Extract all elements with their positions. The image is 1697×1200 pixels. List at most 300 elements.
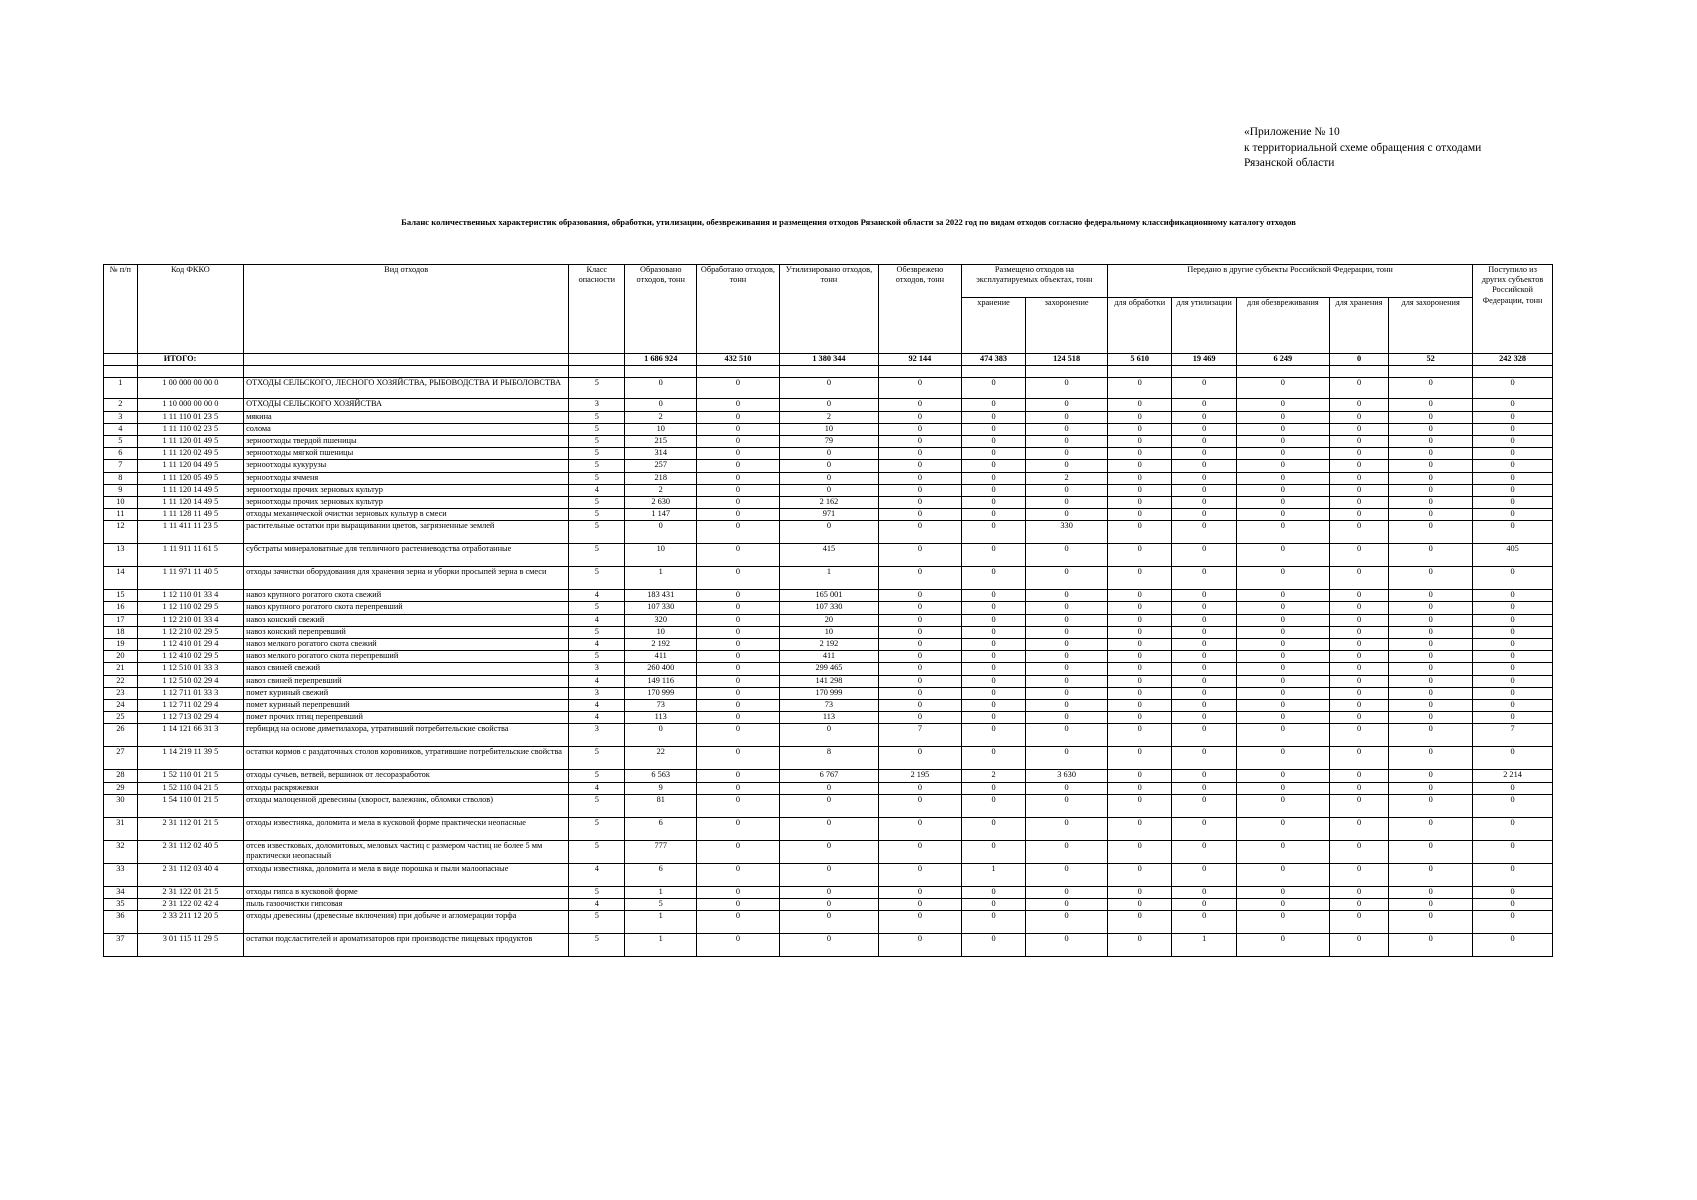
tr-storage-value: 0 [1329, 567, 1388, 590]
waste-kind: зерноотходы кукурузы [244, 460, 569, 472]
table-row [104, 602, 1553, 614]
processed-value: 0 [697, 472, 780, 484]
neutralized-value: 0 [879, 496, 962, 508]
processed-value: 0 [697, 747, 780, 770]
burial-value: 0 [1026, 687, 1108, 699]
burial-value: 0 [1026, 567, 1108, 590]
waste-code: 2 31 112 03 40 4 [137, 863, 243, 886]
formed-value: 1 147 [625, 509, 697, 521]
tr-utilization-value: 0 [1172, 472, 1236, 484]
total-utilized: 1 380 344 [779, 354, 878, 366]
hazard-class: 5 [569, 840, 625, 863]
tr-neutralization-value: 0 [1236, 699, 1329, 711]
neutralized-value: 0 [879, 863, 962, 886]
neutralized-value: 0 [879, 509, 962, 521]
tr-neutralization-value: 0 [1236, 770, 1329, 782]
tr-processing-value: 0 [1108, 435, 1172, 447]
utilized-value: 0 [779, 724, 878, 747]
storage-value: 0 [961, 544, 1025, 567]
formed-value: 113 [625, 712, 697, 724]
waste-kind: остатки подсластителей и ароматизаторов при производстве пищевых продуктов [244, 934, 569, 957]
spacer-row [104, 366, 1553, 378]
neutralized-value: 0 [879, 699, 962, 711]
processed-value: 0 [697, 840, 780, 863]
received-value: 2 214 [1473, 770, 1553, 782]
waste-code: 1 11 120 04 49 5 [137, 460, 243, 472]
storage-value: 0 [961, 509, 1025, 521]
neutralized-value: 0 [879, 590, 962, 602]
total-row [104, 354, 1553, 366]
tr-storage-value: 0 [1329, 411, 1388, 423]
tr-burial-value: 0 [1389, 886, 1473, 898]
table-row [104, 770, 1553, 782]
table-row [104, 590, 1553, 602]
row-num: 5 [104, 435, 138, 447]
neutralized-value: 0 [879, 448, 962, 460]
tr-neutralization-value: 0 [1236, 435, 1329, 447]
neutralized-value: 0 [879, 687, 962, 699]
received-value: 0 [1473, 496, 1553, 508]
spacer-cell [625, 366, 697, 378]
formed-value: 320 [625, 614, 697, 626]
utilized-value: 2 192 [779, 639, 878, 651]
appendix-block [1244, 125, 1481, 172]
tr-storage-value: 0 [1329, 378, 1388, 399]
neutralized-value: 7 [879, 724, 962, 747]
neutralized-value: 0 [879, 911, 962, 934]
burial-value: 0 [1026, 886, 1108, 898]
storage-value: 0 [961, 602, 1025, 614]
tr-neutralization-value: 0 [1236, 472, 1329, 484]
burial-value: 0 [1026, 898, 1108, 910]
received-value: 0 [1473, 747, 1553, 770]
total-tr-storage: 0 [1329, 354, 1388, 366]
neutralized-value: 0 [879, 411, 962, 423]
row-num: 15 [104, 590, 138, 602]
row-num: 14 [104, 567, 138, 590]
waste-kind: помет прочих птиц перепревший [244, 712, 569, 724]
waste-code: 1 54 110 01 21 5 [137, 794, 243, 817]
table-row [104, 544, 1553, 567]
storage-value: 0 [961, 817, 1025, 840]
received-value: 0 [1473, 863, 1553, 886]
storage-value: 0 [961, 747, 1025, 770]
hazard-class: 5 [569, 521, 625, 544]
processed-value: 0 [697, 724, 780, 747]
tr-utilization-value: 0 [1172, 602, 1236, 614]
row-num: 2 [104, 399, 138, 411]
header-class: Класс опасности [569, 265, 625, 354]
neutralized-value: 0 [879, 435, 962, 447]
neutralized-value: 0 [879, 675, 962, 687]
hazard-class: 5 [569, 567, 625, 590]
waste-kind: ОТХОДЫ СЕЛЬСКОГО ХОЗЯЙСТВА [244, 399, 569, 411]
tr-storage-value: 0 [1329, 898, 1388, 910]
tr-neutralization-value: 0 [1236, 423, 1329, 435]
hazard-class: 5 [569, 448, 625, 460]
spacer-cell [569, 366, 625, 378]
row-num: 7 [104, 460, 138, 472]
received-value: 0 [1473, 378, 1553, 399]
tr-burial-value: 0 [1389, 460, 1473, 472]
hazard-class: 4 [569, 699, 625, 711]
row-num: 20 [104, 651, 138, 663]
received-value: 0 [1473, 423, 1553, 435]
tr-neutralization-value: 0 [1236, 411, 1329, 423]
waste-kind: отходы малоценной древесины (хворост, валежник, обломки стволов) [244, 794, 569, 817]
tr-utilization-value: 0 [1172, 496, 1236, 508]
tr-burial-value: 0 [1389, 378, 1473, 399]
received-value: 0 [1473, 472, 1553, 484]
burial-value: 0 [1026, 699, 1108, 711]
tr-neutralization-value: 0 [1236, 663, 1329, 675]
header-tr-burial: для захоронения [1389, 298, 1473, 354]
tr-neutralization-value: 0 [1236, 378, 1329, 399]
neutralized-value: 0 [879, 423, 962, 435]
tr-utilization-value: 0 [1172, 411, 1236, 423]
row-num: 24 [104, 699, 138, 711]
table-row [104, 378, 1553, 399]
burial-value: 0 [1026, 448, 1108, 460]
row-num: 28 [104, 770, 138, 782]
utilized-value: 0 [779, 782, 878, 794]
utilized-value: 107 330 [779, 602, 878, 614]
hazard-class: 5 [569, 544, 625, 567]
received-value: 0 [1473, 934, 1553, 957]
table-row [104, 840, 1553, 863]
tr-processing-value: 0 [1108, 782, 1172, 794]
tr-neutralization-value: 0 [1236, 590, 1329, 602]
tr-processing-value: 0 [1108, 663, 1172, 675]
waste-code: 1 11 128 11 49 5 [137, 509, 243, 521]
table-row [104, 448, 1553, 460]
tr-burial-value: 0 [1389, 687, 1473, 699]
formed-value: 2 [625, 484, 697, 496]
utilized-value: 299 465 [779, 663, 878, 675]
utilized-value: 0 [779, 472, 878, 484]
received-value: 0 [1473, 521, 1553, 544]
formed-value: 1 [625, 911, 697, 934]
row-num: 32 [104, 840, 138, 863]
spacer-cell [1473, 366, 1553, 378]
formed-value: 777 [625, 840, 697, 863]
tr-neutralization-value: 0 [1236, 602, 1329, 614]
spacer-cell [1236, 366, 1329, 378]
table-row [104, 663, 1553, 675]
header-utilized: Утилизировано отходов, тонн [779, 265, 878, 354]
utilized-value: 2 162 [779, 496, 878, 508]
tr-processing-value: 0 [1108, 651, 1172, 663]
tr-processing-value: 0 [1108, 590, 1172, 602]
received-value: 0 [1473, 840, 1553, 863]
utilized-value: 971 [779, 509, 878, 521]
total-tr-utilization: 19 469 [1172, 354, 1236, 366]
tr-utilization-value: 0 [1172, 747, 1236, 770]
row-num: 21 [104, 663, 138, 675]
formed-value: 0 [625, 724, 697, 747]
tr-burial-value: 0 [1389, 639, 1473, 651]
row-num: 31 [104, 817, 138, 840]
waste-code: 2 33 211 12 20 5 [137, 911, 243, 934]
total-processed: 432 510 [697, 354, 780, 366]
neutralized-value: 0 [879, 782, 962, 794]
row-num: 8 [104, 472, 138, 484]
tr-storage-value: 0 [1329, 724, 1388, 747]
hazard-class: 5 [569, 747, 625, 770]
storage-value: 0 [961, 521, 1025, 544]
neutralized-value: 0 [879, 399, 962, 411]
neutralized-value: 0 [879, 484, 962, 496]
waste-kind: зерноотходы ячменя [244, 472, 569, 484]
waste-code: 1 10 000 00 00 0 [137, 399, 243, 411]
processed-value: 0 [697, 675, 780, 687]
neutralized-value: 0 [879, 747, 962, 770]
waste-kind: отсев известковых, доломитовых, меловых частиц с размером частиц не более 5 мм практически неопасный [244, 840, 569, 863]
table-row [104, 675, 1553, 687]
tr-processing-value: 0 [1108, 484, 1172, 496]
tr-storage-value: 0 [1329, 699, 1388, 711]
formed-value: 260 400 [625, 663, 697, 675]
waste-code: 1 52 110 01 21 5 [137, 770, 243, 782]
burial-value: 0 [1026, 712, 1108, 724]
processed-value: 0 [697, 794, 780, 817]
processed-value: 0 [697, 782, 780, 794]
burial-value: 0 [1026, 934, 1108, 957]
total-label: ИТОГО: [137, 354, 243, 366]
tr-burial-value: 0 [1389, 747, 1473, 770]
neutralized-value: 0 [879, 898, 962, 910]
received-value: 0 [1473, 614, 1553, 626]
storage-value: 0 [961, 423, 1025, 435]
tr-burial-value: 0 [1389, 651, 1473, 663]
table-row [104, 898, 1553, 910]
received-value: 0 [1473, 590, 1553, 602]
formed-value: 22 [625, 747, 697, 770]
received-value: 0 [1473, 886, 1553, 898]
received-value: 0 [1473, 782, 1553, 794]
waste-kind: навоз крупного рогатого скота свежий [244, 590, 569, 602]
processed-value: 0 [697, 496, 780, 508]
waste-code: 1 00 000 00 00 0 [137, 378, 243, 399]
tr-processing-value: 0 [1108, 460, 1172, 472]
row-num: 19 [104, 639, 138, 651]
spacer-cell [137, 366, 243, 378]
waste-kind: навоз мелкого рогатого скота перепревший [244, 651, 569, 663]
tr-processing-value: 0 [1108, 567, 1172, 590]
tr-neutralization-value: 0 [1236, 567, 1329, 590]
hazard-class: 5 [569, 626, 625, 638]
tr-storage-value: 0 [1329, 639, 1388, 651]
storage-value: 0 [961, 699, 1025, 711]
tr-processing-value: 0 [1108, 614, 1172, 626]
table-row [104, 687, 1553, 699]
waste-code: 1 14 121 66 31 3 [137, 724, 243, 747]
tr-burial-value: 0 [1389, 794, 1473, 817]
utilized-value: 0 [779, 399, 878, 411]
received-value: 0 [1473, 699, 1553, 711]
neutralized-value: 0 [879, 614, 962, 626]
received-value: 7 [1473, 724, 1553, 747]
hazard-class: 5 [569, 411, 625, 423]
row-num: 36 [104, 911, 138, 934]
row-num: 22 [104, 675, 138, 687]
storage-value: 0 [961, 898, 1025, 910]
waste-kind: навоз конский перепревший [244, 626, 569, 638]
neutralized-value: 0 [879, 840, 962, 863]
waste-kind: помет куриный свежий [244, 687, 569, 699]
tr-storage-value: 0 [1329, 544, 1388, 567]
tr-processing-value: 0 [1108, 544, 1172, 567]
waste-code: 1 11 971 11 40 5 [137, 567, 243, 590]
hazard-class: 3 [569, 687, 625, 699]
hazard-class: 5 [569, 423, 625, 435]
total-formed: 1 686 924 [625, 354, 697, 366]
tr-storage-value: 0 [1329, 817, 1388, 840]
tr-burial-value: 0 [1389, 782, 1473, 794]
tr-storage-value: 0 [1329, 747, 1388, 770]
waste-code: 1 12 510 02 29 4 [137, 675, 243, 687]
total-tr-processing: 5 610 [1108, 354, 1172, 366]
table-row [104, 509, 1553, 521]
tr-burial-value: 0 [1389, 484, 1473, 496]
formed-value: 411 [625, 651, 697, 663]
formed-value: 0 [625, 521, 697, 544]
tr-utilization-value: 0 [1172, 770, 1236, 782]
row-num: 34 [104, 886, 138, 898]
processed-value: 0 [697, 411, 780, 423]
processed-value: 0 [697, 614, 780, 626]
received-value: 0 [1473, 687, 1553, 699]
received-value: 0 [1473, 911, 1553, 934]
waste-kind: растительные остатки при выращивании цветов, загрязненные землей [244, 521, 569, 544]
burial-value: 0 [1026, 724, 1108, 747]
waste-code: 1 12 210 01 33 4 [137, 614, 243, 626]
neutralized-value: 0 [879, 521, 962, 544]
row-num: 18 [104, 626, 138, 638]
tr-burial-value: 0 [1389, 626, 1473, 638]
processed-value: 0 [697, 663, 780, 675]
hazard-class: 4 [569, 712, 625, 724]
tr-neutralization-value: 0 [1236, 639, 1329, 651]
waste-kind: мякина [244, 411, 569, 423]
formed-value: 10 [625, 544, 697, 567]
hazard-class: 3 [569, 399, 625, 411]
received-value: 0 [1473, 898, 1553, 910]
tr-utilization-value: 0 [1172, 675, 1236, 687]
tr-utilization-value: 0 [1172, 378, 1236, 399]
tr-utilization-value: 0 [1172, 614, 1236, 626]
table-row [104, 934, 1553, 957]
received-value: 0 [1473, 435, 1553, 447]
tr-neutralization-value: 0 [1236, 898, 1329, 910]
hazard-class: 4 [569, 639, 625, 651]
storage-value: 0 [961, 435, 1025, 447]
neutralized-value: 0 [879, 378, 962, 399]
storage-value: 0 [961, 663, 1025, 675]
burial-value: 330 [1026, 521, 1108, 544]
balance-table [103, 264, 1553, 957]
processed-value: 0 [697, 863, 780, 886]
utilized-value: 0 [779, 521, 878, 544]
waste-kind: пыль газоочистки гипсовая [244, 898, 569, 910]
neutralized-value: 0 [879, 567, 962, 590]
waste-code: 1 12 510 01 33 3 [137, 663, 243, 675]
storage-value: 0 [961, 934, 1025, 957]
tr-processing-value: 0 [1108, 602, 1172, 614]
utilized-value: 0 [779, 484, 878, 496]
utilized-value: 79 [779, 435, 878, 447]
tr-burial-value: 0 [1389, 675, 1473, 687]
tr-neutralization-value: 0 [1236, 817, 1329, 840]
processed-value: 0 [697, 898, 780, 910]
tr-neutralization-value: 0 [1236, 651, 1329, 663]
processed-value: 0 [697, 651, 780, 663]
storage-value: 0 [961, 651, 1025, 663]
tr-storage-value: 0 [1329, 770, 1388, 782]
storage-value: 0 [961, 911, 1025, 934]
waste-code: 1 12 713 02 29 4 [137, 712, 243, 724]
tr-burial-value: 0 [1389, 898, 1473, 910]
storage-value: 0 [961, 782, 1025, 794]
tr-burial-value: 0 [1389, 724, 1473, 747]
tr-processing-value: 0 [1108, 770, 1172, 782]
storage-value: 0 [961, 460, 1025, 472]
tr-burial-value: 0 [1389, 911, 1473, 934]
received-value: 0 [1473, 626, 1553, 638]
table-row [104, 399, 1553, 411]
tr-processing-value: 0 [1108, 699, 1172, 711]
tr-neutralization-value: 0 [1236, 712, 1329, 724]
processed-value: 0 [697, 886, 780, 898]
formed-value: 218 [625, 472, 697, 484]
header-tr-processing: для обработки [1108, 298, 1172, 354]
formed-value: 0 [625, 399, 697, 411]
utilized-value: 8 [779, 747, 878, 770]
processed-value: 0 [697, 687, 780, 699]
processed-value: 0 [697, 934, 780, 957]
tr-storage-value: 0 [1329, 687, 1388, 699]
row-num: 37 [104, 934, 138, 957]
hazard-class: 4 [569, 614, 625, 626]
storage-value: 0 [961, 724, 1025, 747]
utilized-value: 415 [779, 544, 878, 567]
row-num: 10 [104, 496, 138, 508]
utilized-value: 10 [779, 626, 878, 638]
burial-value: 0 [1026, 544, 1108, 567]
processed-value: 0 [697, 567, 780, 590]
tr-burial-value: 0 [1389, 567, 1473, 590]
burial-value: 0 [1026, 399, 1108, 411]
tr-burial-value: 0 [1389, 472, 1473, 484]
tr-processing-value: 0 [1108, 911, 1172, 934]
storage-value: 0 [961, 687, 1025, 699]
formed-value: 183 431 [625, 590, 697, 602]
waste-kind: отходы известняка, доломита и мела в виде порошка и пыли малоопасные [244, 863, 569, 886]
storage-value: 0 [961, 794, 1025, 817]
waste-kind: навоз свиней перепревший [244, 675, 569, 687]
header-formed: Образовано отходов, тонн [625, 265, 697, 354]
storage-value: 2 [961, 770, 1025, 782]
processed-value: 0 [697, 602, 780, 614]
storage-value: 0 [961, 472, 1025, 484]
tr-storage-value: 0 [1329, 782, 1388, 794]
received-value: 0 [1473, 567, 1553, 590]
row-num: 25 [104, 712, 138, 724]
received-value: 0 [1473, 794, 1553, 817]
hazard-class: 5 [569, 472, 625, 484]
tr-neutralization-value: 0 [1236, 911, 1329, 934]
burial-value: 0 [1026, 614, 1108, 626]
